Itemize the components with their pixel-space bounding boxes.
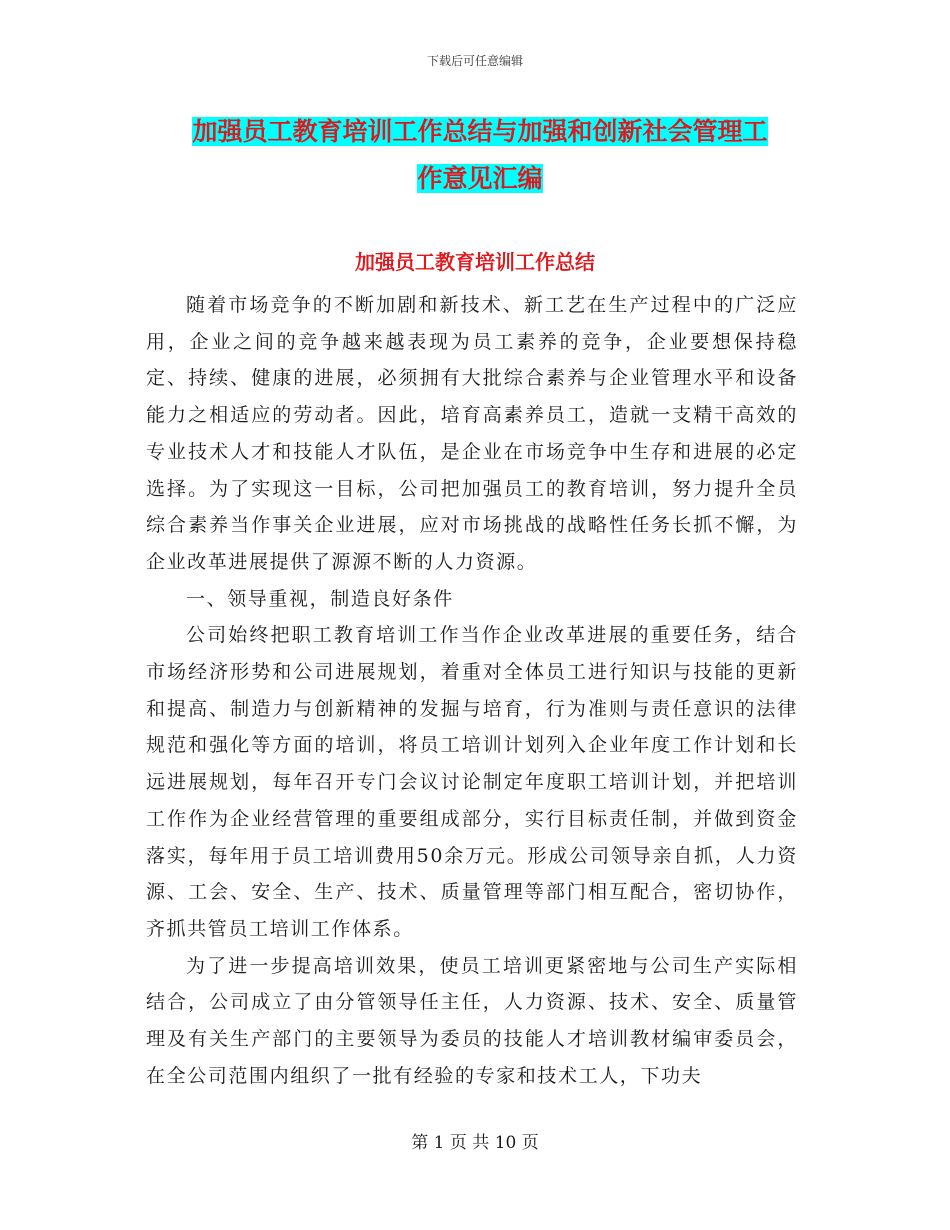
paragraph-heading-1: 一、领导重视，制造良好条件 <box>186 587 454 610</box>
section-title: 加强员工教育培训工作总结 <box>355 250 595 274</box>
document-body <box>146 287 798 1094</box>
paragraph-intro: 随着市场竞争的不断加剧和新技术、新工艺在生产过程中的广泛应用，企业之间的竞争越来越表现为员工素养的竞争，企业要想保持稳定、持续、健康的进展，必须拥有大批综合素养与企业管理水平和设备能力之相适应的劳动者。因此，培育高素养员工，造就一支精干高效的专业技术人才和技能人才队伍，是企业在市场竞争中生存和进展的必定选择。为了实现这一目标，公司把加强员工的教育培训，努力提升全员综合素养当作事关企业进展，应对市场挑战的战略性任务长抓不懈，为企业改革进展提供了源源不断的人力资源。 <box>146 294 798 573</box>
page-header-note: 下载后可任意编辑 <box>426 54 523 68</box>
document-title-line-2: 作意见汇编 <box>417 164 543 193</box>
paragraph-training-committee: 为了进一步提高培训效果，使员工培训更紧密地与公司生产实际相结合，公司成立了由分管领导任主任，人力资源、技术、安全、质量管理及有关生产部门的主要领导为委员的技能人才培训教材编审委员会，在全公司范围内组织了一批有经验的专家和技术工人，下功夫 <box>146 954 798 1087</box>
document-title <box>150 108 810 202</box>
paragraph-training-plan: 公司始终把职工教育培训工作当作企业改革进展的重要任务，结合市场经济形势和公司进展规划，着重对全体员工进行知识与技能的更新和提高、制造力与创新精神的发掘与培育，行为准则与责任意识的法律规范和强化等方面的培训，将员工培训计划列入企业年度工作计划和长远进展规划，每年召开专门会议讨论制定年度职工培训计划，并把培训工作作为企业经营管理的重要组成部分，实行目标责任制，并做到资金落实，每年用于员工培训费用50余万元。形成公司领导亲自抓，人力资源、工会、安全、生产、技术、质量管理等部门相互配合，密切协作，齐抓共管员工培训工作体系。 <box>146 624 798 940</box>
page-number-footer: 第 1 页 共 10 页 <box>411 1133 539 1153</box>
document-title-line-1: 加强员工教育培训工作总结与加强和创新社会管理工 <box>192 117 768 146</box>
